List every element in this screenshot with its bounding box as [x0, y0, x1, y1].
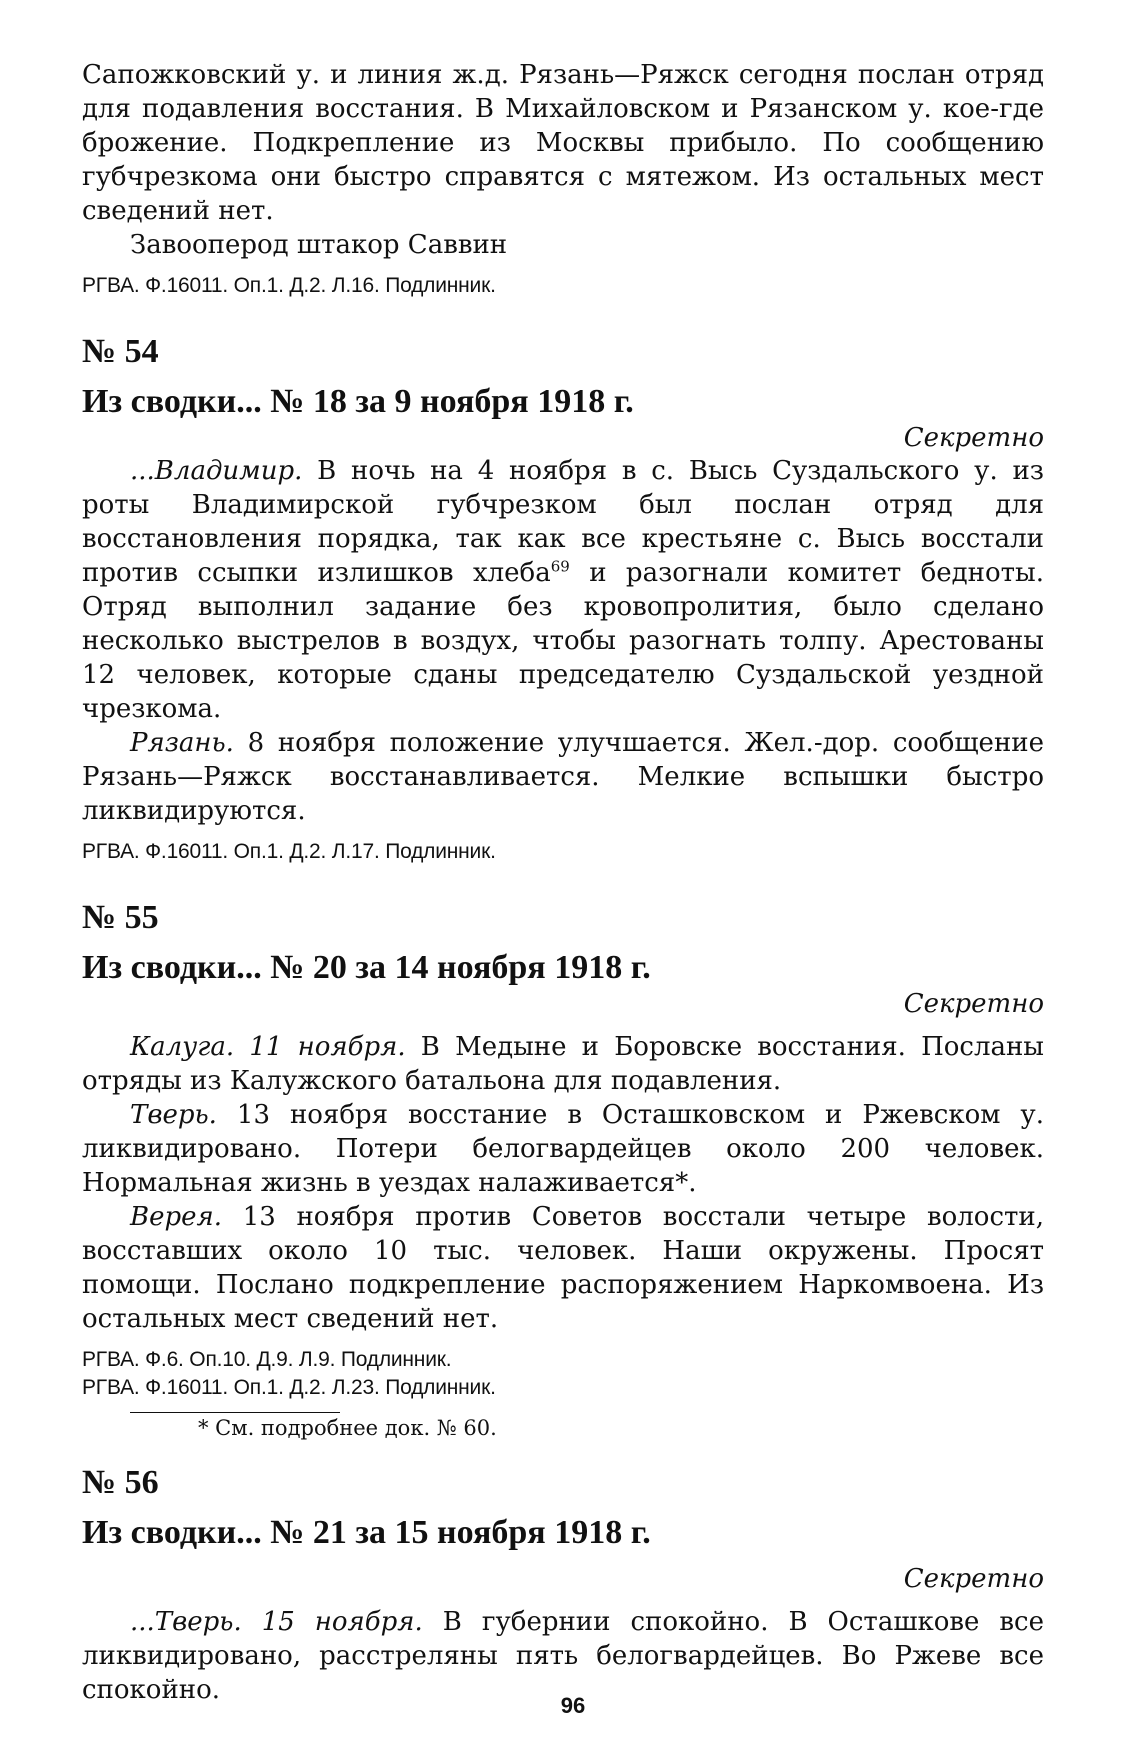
doc-54-title: Из сводки... № 18 за 9 ноября 1918 г.	[82, 383, 634, 420]
doc-54-place-vladimir: ...Владимир.	[130, 456, 303, 486]
intro-paragraph: Сапожковский у. и линия ж.д. Рязань—Ряжск сегодня послан отряд для подавления восстания. В Михайловском и Рязанском у. кое-где брожение. Подкрепление из Москвы прибыло. По сообщению губчрезкома они быстро справятся с мятежом. Из остальных мест сведений нет.	[82, 60, 1044, 226]
doc-55-secret-mark: Секретно	[903, 989, 1044, 1019]
doc-56-number: № 56	[82, 1464, 159, 1501]
doc-55-footnote: * См. подробнее док. № 60.	[198, 1416, 497, 1440]
doc-54-secret-mark: Секретно	[903, 423, 1044, 453]
footnote-ref-69: 69	[550, 557, 570, 576]
doc-55-title: Из сводки... № 20 за 14 ноября 1918 г.	[82, 949, 651, 986]
doc-54-text-vladimir-a: В ночь на 4 ноября в с. Высь Суздальского у. из роты Владимирской губчрезком был послан отряд для восстановления порядка, так как все крестьяне с. Высь восстали против ссыпки излишков хлеба	[82, 456, 1044, 588]
doc-56-text-tver: В губернии спокойно. В Осташкове все ликвидировано, расстреляны пять белогвардейцев. Во Ржеве все спокойно.	[82, 1607, 1044, 1705]
document-54	[82, 332, 1044, 866]
doc-55-text-vereya: 13 ноября против Советов восстали четыре волости, восставших около 10 тыс. человек. Наши окружены. Просят помощи. Послано подкрепление распоряжением Наркомвоена. Из остальных мест сведений нет.	[82, 1202, 1044, 1334]
doc-56-paragraph-tver	[82, 1605, 1044, 1707]
doc-55-paragraph-vereya	[82, 1200, 1044, 1336]
doc-55-place-kaluga: Калуга. 11 ноября.	[130, 1032, 406, 1062]
doc-55-paragraph-kaluga	[82, 1030, 1044, 1098]
doc-54-text-ryazan: 8 ноября положение улучшается. Жел.-дор. сообщение Рязань—Ряжск восстанавливается. Мелкие вспышки быстро ликвидируются.	[82, 728, 1044, 826]
doc-54-paragraph-ryazan	[82, 726, 1044, 828]
intro-signature: Завооперод штакор Саввин	[130, 230, 508, 260]
doc-54-number: № 54	[82, 333, 159, 370]
doc-54-place-ryazan: Рязань.	[130, 728, 234, 758]
doc-55-archive-source-2: РГВА. Ф.16011. Оп.1. Д.2. Л.23. Подлинник.	[82, 1376, 496, 1399]
intro-archive-source: РГВА. Ф.16011. Оп.1. Д.2. Л.16. Подлинник.	[82, 274, 496, 297]
doc-56-place-tver: ...Тверь. 15 ноября.	[130, 1607, 423, 1637]
doc-55-text-tver: 13 ноября восстание в Осташковском и Ржевском у. ликвидировано. Потери белогвардейцев около 200 человек. Нормальная жизнь в уездах налаживается*.	[82, 1100, 1044, 1198]
doc-55-paragraph-tver	[82, 1098, 1044, 1200]
page-number: 96	[560, 1693, 586, 1718]
document-page	[82, 58, 1044, 1707]
document-55	[82, 898, 1044, 1443]
doc-56-secret-mark: Секретно	[903, 1564, 1044, 1594]
doc-55-place-vereya: Верея.	[130, 1202, 223, 1232]
doc-55-place-tver: Тверь.	[130, 1100, 217, 1130]
doc-54-paragraph-vladimir	[82, 454, 1044, 726]
doc-55-text-kaluga: В Медыне и Боровске восстания. Посланы отряды из Калужского батальона для подавления.	[82, 1032, 1045, 1096]
doc-55-number: № 55	[82, 899, 159, 936]
doc-54-text-vladimir-b: и разогнали комитет бедноты. Отряд выполнил задание без кровопролития, было сделано несколько выстрелов в воздух, чтобы разогнать толпу. Арестованы 12 человек, которые сданы председателю Суздальской уездной чрезкома.	[82, 558, 1044, 724]
document-56	[82, 1463, 1044, 1707]
doc-54-archive-source: РГВА. Ф.16011. Оп.1. Д.2. Л.17. Подлинник.	[82, 840, 496, 863]
doc-56-title: Из сводки... № 21 за 15 ноября 1918 г.	[82, 1514, 651, 1551]
doc-55-archive-source-1: РГВА. Ф.6. Оп.10. Д.9. Л.9. Подлинник.	[82, 1348, 452, 1371]
